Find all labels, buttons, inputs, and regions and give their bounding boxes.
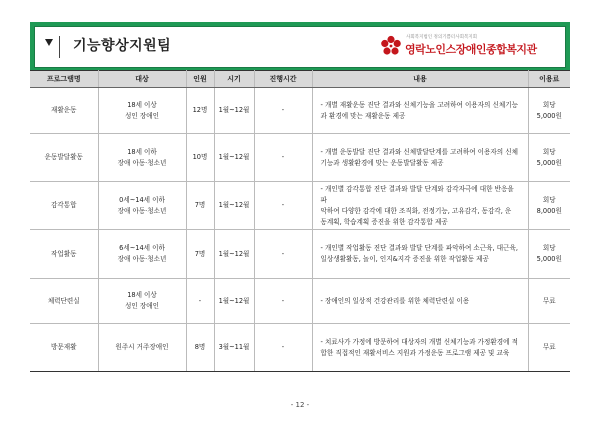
content-line: - 개인별 감각통합 진단 결과와 발달 단계와 감각자극에 대한 반응을 파 <box>320 184 514 204</box>
content-cell <box>312 134 528 182</box>
fee-cell <box>528 88 570 134</box>
table-header-row <box>30 71 570 88</box>
fee-line: 회당 <box>542 195 556 204</box>
fee-cell <box>528 230 570 279</box>
content-line: - 치료사가 가정에 방문하여 대상자의 개별 신체기능과 가정환경에 적 <box>320 337 518 346</box>
people-cell: 7명 <box>186 230 214 279</box>
header-content: 내용 <box>312 71 528 88</box>
fee-cell <box>528 182 570 230</box>
program-name: 작업활동 <box>30 230 98 279</box>
fee-cell <box>528 279 570 324</box>
header-program-name: 프로그램명 <box>30 71 98 88</box>
program-name: 감각통합 <box>30 182 98 230</box>
logo-name: 영락노인스장애인종합복지관 <box>405 43 537 56</box>
time-cell: - <box>254 279 312 324</box>
fee-line: 회당 <box>542 100 556 109</box>
period-cell: 1월~12월 <box>214 88 254 134</box>
content-line: - 개별 운동발달 진단 결과와 신체발달단계를 고려하여 이용자의 신체 <box>320 147 518 156</box>
fee-line: 무료 <box>542 296 556 305</box>
target-line: 장애 아동·청소년 <box>117 206 167 215</box>
page-title: 기능향상지원팀 <box>73 38 172 54</box>
people-cell: 7명 <box>186 182 214 230</box>
banner-inner <box>34 26 566 68</box>
target-cell <box>98 279 186 324</box>
program-name: 재활운동 <box>30 88 98 134</box>
target-line: 성인 장애인 <box>125 302 159 310</box>
target-line: 장애 아동·청소년 <box>117 255 167 263</box>
fee-line: 5,000원 <box>536 111 562 120</box>
program-name: 운동발달활동 <box>30 134 98 182</box>
content-line: - 개별 재활운동 진단 결과와 신체기능을 고려하여 이용자의 신체기능 <box>320 100 518 109</box>
fee-line: 회당 <box>542 147 556 156</box>
table-row <box>30 134 570 182</box>
header-time: 진행시간 <box>254 71 312 88</box>
target-line: 18세 이상 <box>127 100 157 109</box>
table-row <box>30 324 570 372</box>
triangle-down-icon <box>45 39 53 46</box>
target-cell <box>98 182 186 230</box>
table-row <box>30 230 570 279</box>
content-line: 악하여 다양한 감각에 대한 조직화, 전정기능, 고유감각, 동감각, 운 <box>320 206 512 215</box>
content-line: 일상생활활동, 놀이, 인지&지각 증진을 위한 작업활동 제공 <box>320 255 489 263</box>
page-number: - 12 - <box>290 401 310 409</box>
organization-logo <box>380 32 555 62</box>
fee-line: 무료 <box>542 343 556 351</box>
period-cell: 3월~11월 <box>214 324 254 372</box>
time-cell: - <box>254 182 312 230</box>
time-cell: - <box>254 88 312 134</box>
people-cell: 10명 <box>186 134 214 182</box>
fee-cell <box>528 134 570 182</box>
header-period: 시기 <box>214 71 254 88</box>
target-cell <box>98 324 186 372</box>
flower-logo-icon <box>380 35 402 57</box>
target-line: 0세~14세 이하 <box>119 195 165 204</box>
period-cell: 1월~12월 <box>214 230 254 279</box>
target-line: 성인 장애인 <box>125 111 159 120</box>
time-cell: - <box>254 230 312 279</box>
content-cell <box>312 324 528 372</box>
target-cell <box>98 230 186 279</box>
program-table <box>30 70 570 372</box>
content-line: - 개인별 작업활동 진단 결과와 발달 단계를 파악하여 소근육, 대근육, <box>320 244 518 252</box>
fee-line: 회당 <box>542 244 556 252</box>
program-name: 방문재활 <box>30 324 98 372</box>
time-cell: - <box>254 134 312 182</box>
people-cell: 8명 <box>186 324 214 372</box>
header-target: 대상 <box>98 71 186 88</box>
people-cell: 12명 <box>186 88 214 134</box>
content-cell <box>312 88 528 134</box>
fee-line: 5,000원 <box>536 255 562 263</box>
title-divider <box>59 36 60 58</box>
period-cell: 1월~12월 <box>214 134 254 182</box>
table-row <box>30 279 570 324</box>
table-row <box>30 88 570 134</box>
table-row <box>30 182 570 230</box>
fee-line: 5,000원 <box>536 158 562 167</box>
target-cell <box>98 134 186 182</box>
period-cell: 1월~12월 <box>214 279 254 324</box>
people-cell: - <box>186 279 214 324</box>
target-line: 18세 이상 <box>127 291 157 299</box>
target-line: 원주시 거주장애인 <box>115 343 169 351</box>
target-line: 장애 아동·청소년 <box>117 158 167 167</box>
content-cell <box>312 279 528 324</box>
target-line: 18세 이하 <box>127 147 157 156</box>
content-line: 합한 직접적인 재활서비스 지원과 가정운동 프로그램 제공 및 교육 <box>320 348 510 357</box>
header-people: 인원 <box>186 71 214 88</box>
content-cell <box>312 230 528 279</box>
fee-line: 8,000원 <box>536 206 562 215</box>
period-cell: 1월~12월 <box>214 182 254 230</box>
logo-subtitle: 사회복지법인 정의기쁨터사회복지회 <box>406 35 477 40</box>
target-line: 6세~14세 이하 <box>119 244 165 252</box>
section-banner <box>30 22 570 72</box>
time-cell: - <box>254 324 312 372</box>
content-cell <box>312 182 528 230</box>
program-name: 체력단련실 <box>30 279 98 324</box>
content-line: - 장애인의 일상적 건강관리를 위한 체력단련실 이용 <box>320 296 470 305</box>
content-line: 동계획, 학습계획 증진을 위한 감각통합 제공 <box>320 217 448 226</box>
fee-cell <box>528 324 570 372</box>
content-line: 기능과 생활환경에 맞는 운동발달활동 제공 <box>320 158 444 167</box>
header-fee: 이용료 <box>528 71 570 88</box>
content-line: 과 환경에 맞는 재활운동 제공 <box>320 111 406 120</box>
target-cell <box>98 88 186 134</box>
